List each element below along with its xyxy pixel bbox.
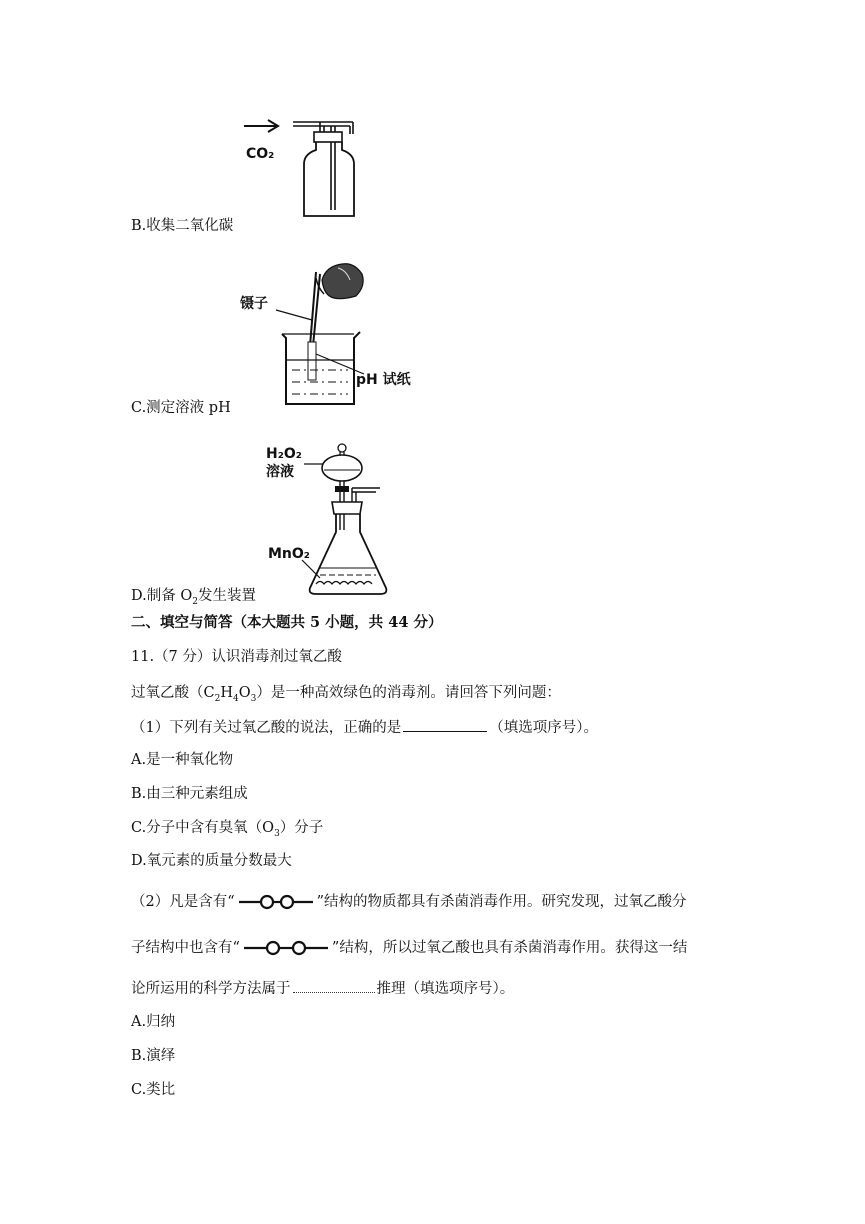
q11-p1-option-b: B.由三种元素组成 [131, 786, 248, 802]
figure-o2-apparatus [262, 442, 402, 598]
question-11-part-2-line-2: 子结构中也含有“ ”结构，所以过氧乙酸也具有杀菌消毒作用。获得这一结 [131, 940, 688, 956]
ph-paper-label: pH 试纸 [356, 372, 411, 388]
figure-measure-ph [238, 258, 428, 410]
q11-p2-option-a: A.归纳 [131, 1014, 176, 1030]
question-11-part-1: （1）下列有关过氧乙酸的说法，正确的是 （填选项序号）。 [131, 717, 598, 737]
figure-collect-co2 [238, 112, 368, 222]
question-11-intro: 过氧乙酸$(C_2H_4O_3)$是一种高效绿色的消毒剂。请回答下列问题： [131, 685, 561, 704]
peroxide-structure-icon [242, 939, 330, 957]
peroxide-structure-icon [237, 893, 315, 911]
answer-blank-1[interactable] [403, 717, 487, 732]
option-b-collect-co2: B.收集二氧化碳 [131, 218, 234, 234]
q11-p1-option-a: A.是一种氧化物 [131, 752, 234, 768]
section-2-heading: 二、填空与简答（本大题共 5 小题，共 44 分） [131, 614, 443, 631]
question-11-part-2-line-3: 论所运用的科学方法属于 推理（填选项序号）。 [131, 978, 514, 998]
h2o2-label: H₂O₂ [266, 446, 302, 462]
question-11-part-2-line-1: （2）凡是含有“ ”结构的物质都具有杀菌消毒作用。研究发现，过氧乙酸分 [131, 894, 687, 910]
q11-p2-option-b: B.演绎 [131, 1048, 176, 1064]
tweezers-label: 镊子 [240, 296, 268, 312]
option-d-o2-apparatus: D.制备 $O_2$发生装置 [131, 588, 256, 607]
option-c-measure-ph: C.测定溶液 pH [131, 400, 231, 416]
mno2-label: MnO₂ [268, 546, 310, 562]
solution-label: 溶液 [266, 464, 294, 480]
question-11-title: 11.（7 分）认识消毒剂过氧乙酸 [131, 649, 342, 665]
q11-p1-option-d: D.氧元素的质量分数最大 [131, 853, 292, 869]
answer-blank-2[interactable] [293, 978, 375, 993]
co2-label: CO₂ [246, 146, 275, 162]
q11-p1-option-c: C.分子中含有臭氧$(O_3)$分子 [131, 820, 324, 839]
q11-p2-option-c: C.类比 [131, 1082, 176, 1098]
